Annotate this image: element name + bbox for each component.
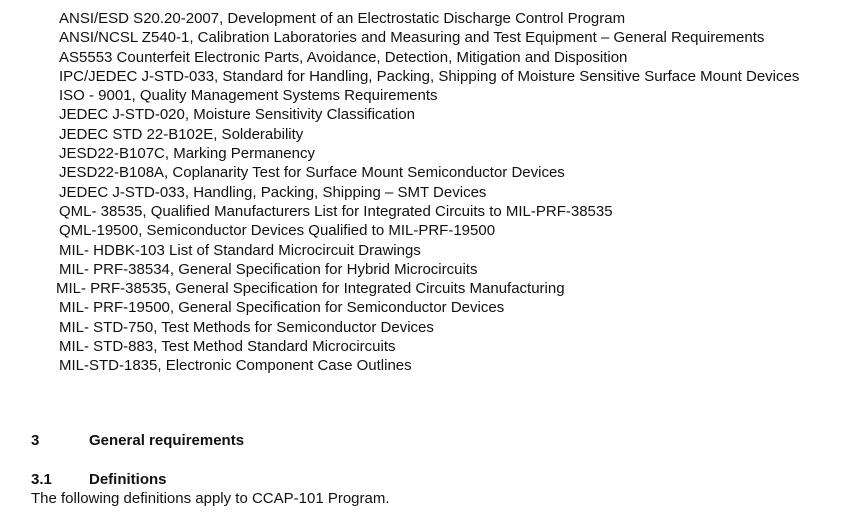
reference-item: ANSI/NCSL Z540-1, Calibration Laboratories and Measuring and Test Equipment – General Requirements [59, 29, 765, 47]
reference-item: ISO - 9001, Quality Management Systems Requirements [59, 87, 438, 105]
reference-item: ANSI/ESD S20.20-2007, Development of an Electrostatic Discharge Control Program [59, 10, 626, 27]
section-heading-3 [31, 431, 244, 450]
section-heading-3-1 [31, 470, 167, 489]
reference-item: JEDEC STD 22-B102E, Solderability [59, 125, 304, 143]
section-number: 3 [31, 432, 40, 449]
section-number: 3.1 [31, 471, 52, 488]
reference-item: MIL- PRF-19500, General Specification for Semiconductor Devices [59, 299, 505, 317]
reference-item: MIL-STD-1835, Electronic Component Case Outlines [59, 357, 412, 375]
reference-item: JEDEC J-STD-020, Moisture Sensitivity Classification [59, 106, 415, 124]
reference-item: JESD22-B108A, Coplanarity Test for Surface Mount Semiconductor Devices [59, 164, 565, 182]
reference-item: MIL- HDBK-103 List of Standard Microcircuit Drawings [59, 241, 421, 259]
definitions-intro-paragraph: The following definitions apply to CCAP-101 Program. [31, 490, 390, 507]
reference-item: JESD22-B107C, Marking Permanency [59, 145, 315, 163]
reference-item: QML-19500, Semiconductor Devices Qualified to MIL-PRF-19500 [59, 222, 496, 240]
section-title: General requirements [89, 432, 245, 449]
reference-item: MIL- PRF-38535, General Specification for Integrated Circuits Manufacturing [56, 280, 565, 298]
reference-item: MIL- STD-883, Test Method Standard Microcircuits [59, 338, 396, 356]
reference-item: AS5553 Counterfeit Electronic Parts, Avoidance, Detection, Mitigation and Disposition [59, 48, 628, 66]
reference-item: IPC/JEDEC J-STD-033, Standard for Handling, Packing, Shipping of Moisture Sensitive Surface Mount Devices [59, 67, 800, 85]
reference-item: QML- 38535, Qualified Manufacturers List for Integrated Circuits to MIL-PRF-38535 [59, 202, 613, 220]
reference-item: MIL- PRF-38534, General Specification for Hybrid Microcircuits [59, 260, 478, 278]
reference-item: MIL- STD-750, Test Methods for Semiconductor Devices [59, 318, 434, 336]
section-title: Definitions [89, 471, 167, 488]
applicable-documents-list [56, 9, 839, 376]
reference-item: JEDEC J-STD-033, Handling, Packing, Shipping – SMT Devices [59, 183, 487, 201]
